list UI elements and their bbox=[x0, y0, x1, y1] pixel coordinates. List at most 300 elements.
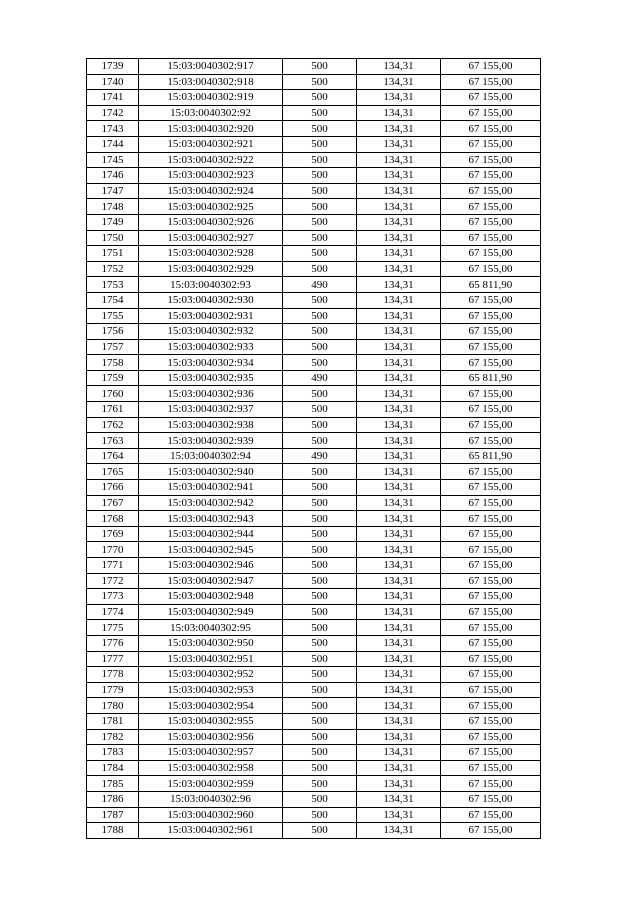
cadastral-number-cell: 15:03:0040302:929 bbox=[139, 261, 283, 277]
row-number-cell: 1772 bbox=[87, 573, 139, 589]
rate-cell: 134,31 bbox=[357, 573, 441, 589]
row-number-cell: 1740 bbox=[87, 74, 139, 90]
rate-cell: 134,31 bbox=[357, 183, 441, 199]
area-cell: 500 bbox=[283, 558, 357, 574]
cadastral-number-cell: 15:03:0040302:942 bbox=[139, 495, 283, 511]
table-row bbox=[87, 776, 541, 792]
table-row bbox=[87, 355, 541, 371]
cadastral-number-cell: 15:03:0040302:947 bbox=[139, 573, 283, 589]
area-cell: 500 bbox=[283, 339, 357, 355]
area-cell: 500 bbox=[283, 464, 357, 480]
cadastral-number-cell: 15:03:0040302:959 bbox=[139, 776, 283, 792]
table-row bbox=[87, 604, 541, 620]
table-row bbox=[87, 651, 541, 667]
cadastral-number-cell: 15:03:0040302:939 bbox=[139, 433, 283, 449]
table-row bbox=[87, 745, 541, 761]
rate-cell: 134,31 bbox=[357, 386, 441, 402]
area-cell: 500 bbox=[283, 308, 357, 324]
row-number-cell: 1758 bbox=[87, 355, 139, 371]
area-cell: 500 bbox=[283, 402, 357, 418]
value-cell: 67 155,00 bbox=[441, 729, 541, 745]
cadastral-number-cell: 15:03:0040302:922 bbox=[139, 152, 283, 168]
rate-cell: 134,31 bbox=[357, 105, 441, 121]
rate-cell: 134,31 bbox=[357, 698, 441, 714]
row-number-cell: 1784 bbox=[87, 760, 139, 776]
value-cell: 67 155,00 bbox=[441, 199, 541, 215]
row-number-cell: 1783 bbox=[87, 745, 139, 761]
row-number-cell: 1754 bbox=[87, 292, 139, 308]
area-cell: 500 bbox=[283, 480, 357, 496]
rate-cell: 134,31 bbox=[357, 682, 441, 698]
cadastral-number-cell: 15:03:0040302:954 bbox=[139, 698, 283, 714]
cadastral-number-cell: 15:03:0040302:926 bbox=[139, 214, 283, 230]
cadastral-number-cell: 15:03:0040302:96 bbox=[139, 791, 283, 807]
rate-cell: 134,31 bbox=[357, 635, 441, 651]
area-cell: 490 bbox=[283, 448, 357, 464]
area-cell: 500 bbox=[283, 90, 357, 106]
cadastral-number-cell: 15:03:0040302:937 bbox=[139, 402, 283, 418]
value-cell: 67 155,00 bbox=[441, 745, 541, 761]
table-row bbox=[87, 308, 541, 324]
rate-cell: 134,31 bbox=[357, 542, 441, 558]
area-cell: 500 bbox=[283, 386, 357, 402]
value-cell: 67 155,00 bbox=[441, 791, 541, 807]
cadastral-number-cell: 15:03:0040302:946 bbox=[139, 558, 283, 574]
area-cell: 500 bbox=[283, 745, 357, 761]
rate-cell: 134,31 bbox=[357, 152, 441, 168]
value-cell: 67 155,00 bbox=[441, 495, 541, 511]
table-row bbox=[87, 448, 541, 464]
table-row bbox=[87, 558, 541, 574]
row-number-cell: 1765 bbox=[87, 464, 139, 480]
table-row bbox=[87, 760, 541, 776]
area-cell: 500 bbox=[283, 355, 357, 371]
table-row bbox=[87, 152, 541, 168]
area-cell: 500 bbox=[283, 183, 357, 199]
rate-cell: 134,31 bbox=[357, 292, 441, 308]
value-cell: 67 155,00 bbox=[441, 214, 541, 230]
table-row bbox=[87, 370, 541, 386]
value-cell: 67 155,00 bbox=[441, 713, 541, 729]
rate-cell: 134,31 bbox=[357, 433, 441, 449]
area-cell: 490 bbox=[283, 277, 357, 293]
table-row bbox=[87, 589, 541, 605]
area-cell: 500 bbox=[283, 433, 357, 449]
cadastral-number-cell: 15:03:0040302:944 bbox=[139, 526, 283, 542]
table-row bbox=[87, 667, 541, 683]
value-cell: 67 155,00 bbox=[441, 230, 541, 246]
row-number-cell: 1751 bbox=[87, 246, 139, 262]
table-row bbox=[87, 246, 541, 262]
rate-cell: 134,31 bbox=[357, 339, 441, 355]
row-number-cell: 1782 bbox=[87, 729, 139, 745]
cadastral-number-cell: 15:03:0040302:935 bbox=[139, 370, 283, 386]
row-number-cell: 1756 bbox=[87, 324, 139, 340]
area-cell: 500 bbox=[283, 791, 357, 807]
table-row bbox=[87, 807, 541, 823]
rate-cell: 134,31 bbox=[357, 370, 441, 386]
table-row bbox=[87, 90, 541, 106]
cadastral-number-cell: 15:03:0040302:950 bbox=[139, 635, 283, 651]
table-row bbox=[87, 682, 541, 698]
value-cell: 67 155,00 bbox=[441, 698, 541, 714]
row-number-cell: 1780 bbox=[87, 698, 139, 714]
rate-cell: 134,31 bbox=[357, 121, 441, 137]
table-row bbox=[87, 495, 541, 511]
row-number-cell: 1742 bbox=[87, 105, 139, 121]
area-cell: 500 bbox=[283, 729, 357, 745]
rate-cell: 134,31 bbox=[357, 168, 441, 184]
row-number-cell: 1774 bbox=[87, 604, 139, 620]
table-row bbox=[87, 526, 541, 542]
cadastral-number-cell: 15:03:0040302:951 bbox=[139, 651, 283, 667]
value-cell: 67 155,00 bbox=[441, 760, 541, 776]
cadastral-number-cell: 15:03:0040302:948 bbox=[139, 589, 283, 605]
value-cell: 67 155,00 bbox=[441, 136, 541, 152]
table-row bbox=[87, 324, 541, 340]
area-cell: 500 bbox=[283, 651, 357, 667]
value-cell: 67 155,00 bbox=[441, 402, 541, 418]
area-cell: 500 bbox=[283, 136, 357, 152]
cadastral-number-cell: 15:03:0040302:949 bbox=[139, 604, 283, 620]
area-cell: 500 bbox=[283, 511, 357, 527]
table-row bbox=[87, 277, 541, 293]
value-cell: 67 155,00 bbox=[441, 433, 541, 449]
value-cell: 67 155,00 bbox=[441, 667, 541, 683]
rate-cell: 134,31 bbox=[357, 355, 441, 371]
value-cell: 67 155,00 bbox=[441, 526, 541, 542]
rate-cell: 134,31 bbox=[357, 90, 441, 106]
rate-cell: 134,31 bbox=[357, 823, 441, 839]
table-row bbox=[87, 713, 541, 729]
rate-cell: 134,31 bbox=[357, 495, 441, 511]
cadastral-number-cell: 15:03:0040302:945 bbox=[139, 542, 283, 558]
area-cell: 500 bbox=[283, 698, 357, 714]
value-cell: 67 155,00 bbox=[441, 480, 541, 496]
cadastral-number-cell: 15:03:0040302:940 bbox=[139, 464, 283, 480]
rate-cell: 134,31 bbox=[357, 760, 441, 776]
rate-cell: 134,31 bbox=[357, 402, 441, 418]
table-body bbox=[87, 59, 541, 839]
area-cell: 500 bbox=[283, 823, 357, 839]
table-row bbox=[87, 230, 541, 246]
row-number-cell: 1759 bbox=[87, 370, 139, 386]
table-row bbox=[87, 74, 541, 90]
rate-cell: 134,31 bbox=[357, 59, 441, 75]
row-number-cell: 1770 bbox=[87, 542, 139, 558]
area-cell: 500 bbox=[283, 776, 357, 792]
row-number-cell: 1752 bbox=[87, 261, 139, 277]
value-cell: 67 155,00 bbox=[441, 90, 541, 106]
table-row bbox=[87, 261, 541, 277]
rate-cell: 134,31 bbox=[357, 480, 441, 496]
cadastral-number-cell: 15:03:0040302:923 bbox=[139, 168, 283, 184]
table-row bbox=[87, 292, 541, 308]
row-number-cell: 1747 bbox=[87, 183, 139, 199]
area-cell: 500 bbox=[283, 604, 357, 620]
cadastral-number-cell: 15:03:0040302:925 bbox=[139, 199, 283, 215]
row-number-cell: 1749 bbox=[87, 214, 139, 230]
value-cell: 67 155,00 bbox=[441, 589, 541, 605]
row-number-cell: 1748 bbox=[87, 199, 139, 215]
value-cell: 67 155,00 bbox=[441, 261, 541, 277]
value-cell: 67 155,00 bbox=[441, 464, 541, 480]
value-cell: 67 155,00 bbox=[441, 292, 541, 308]
table-row bbox=[87, 433, 541, 449]
value-cell: 67 155,00 bbox=[441, 74, 541, 90]
table-row bbox=[87, 729, 541, 745]
table-row bbox=[87, 214, 541, 230]
cadastral-number-cell: 15:03:0040302:94 bbox=[139, 448, 283, 464]
row-number-cell: 1739 bbox=[87, 59, 139, 75]
area-cell: 500 bbox=[283, 620, 357, 636]
rate-cell: 134,31 bbox=[357, 791, 441, 807]
table-row bbox=[87, 791, 541, 807]
rate-cell: 134,31 bbox=[357, 667, 441, 683]
value-cell: 67 155,00 bbox=[441, 121, 541, 137]
table-row bbox=[87, 136, 541, 152]
value-cell: 67 155,00 bbox=[441, 620, 541, 636]
row-number-cell: 1762 bbox=[87, 417, 139, 433]
cadastral-number-cell: 15:03:0040302:927 bbox=[139, 230, 283, 246]
cadastral-number-cell: 15:03:0040302:918 bbox=[139, 74, 283, 90]
table-row bbox=[87, 386, 541, 402]
cadastral-number-cell: 15:03:0040302:961 bbox=[139, 823, 283, 839]
cadastral-number-cell: 15:03:0040302:941 bbox=[139, 480, 283, 496]
row-number-cell: 1777 bbox=[87, 651, 139, 667]
value-cell: 67 155,00 bbox=[441, 417, 541, 433]
cadastral-number-cell: 15:03:0040302:921 bbox=[139, 136, 283, 152]
area-cell: 500 bbox=[283, 667, 357, 683]
row-number-cell: 1763 bbox=[87, 433, 139, 449]
area-cell: 500 bbox=[283, 261, 357, 277]
rate-cell: 134,31 bbox=[357, 448, 441, 464]
cadastral-number-cell: 15:03:0040302:953 bbox=[139, 682, 283, 698]
value-cell: 65 811,90 bbox=[441, 277, 541, 293]
area-cell: 500 bbox=[283, 713, 357, 729]
area-cell: 500 bbox=[283, 214, 357, 230]
value-cell: 67 155,00 bbox=[441, 823, 541, 839]
rate-cell: 134,31 bbox=[357, 807, 441, 823]
value-cell: 67 155,00 bbox=[441, 152, 541, 168]
rate-cell: 134,31 bbox=[357, 308, 441, 324]
row-number-cell: 1745 bbox=[87, 152, 139, 168]
area-cell: 500 bbox=[283, 573, 357, 589]
table-row bbox=[87, 199, 541, 215]
row-number-cell: 1744 bbox=[87, 136, 139, 152]
value-cell: 67 155,00 bbox=[441, 183, 541, 199]
table-row bbox=[87, 698, 541, 714]
row-number-cell: 1781 bbox=[87, 713, 139, 729]
row-number-cell: 1757 bbox=[87, 339, 139, 355]
row-number-cell: 1775 bbox=[87, 620, 139, 636]
rate-cell: 134,31 bbox=[357, 651, 441, 667]
cadastral-number-cell: 15:03:0040302:919 bbox=[139, 90, 283, 106]
cadastral-number-cell: 15:03:0040302:958 bbox=[139, 760, 283, 776]
value-cell: 67 155,00 bbox=[441, 651, 541, 667]
area-cell: 500 bbox=[283, 168, 357, 184]
row-number-cell: 1753 bbox=[87, 277, 139, 293]
cadastral-number-cell: 15:03:0040302:933 bbox=[139, 339, 283, 355]
value-cell: 67 155,00 bbox=[441, 776, 541, 792]
area-cell: 500 bbox=[283, 105, 357, 121]
rate-cell: 134,31 bbox=[357, 74, 441, 90]
cadastral-number-cell: 15:03:0040302:917 bbox=[139, 59, 283, 75]
value-cell: 67 155,00 bbox=[441, 542, 541, 558]
rate-cell: 134,31 bbox=[357, 246, 441, 262]
cadastral-number-cell: 15:03:0040302:931 bbox=[139, 308, 283, 324]
area-cell: 500 bbox=[283, 121, 357, 137]
cadastral-number-cell: 15:03:0040302:924 bbox=[139, 183, 283, 199]
value-cell: 67 155,00 bbox=[441, 105, 541, 121]
table-row bbox=[87, 620, 541, 636]
cadastral-number-cell: 15:03:0040302:956 bbox=[139, 729, 283, 745]
table-row bbox=[87, 635, 541, 651]
cadastral-number-cell: 15:03:0040302:928 bbox=[139, 246, 283, 262]
row-number-cell: 1771 bbox=[87, 558, 139, 574]
value-cell: 67 155,00 bbox=[441, 807, 541, 823]
value-cell: 67 155,00 bbox=[441, 558, 541, 574]
value-cell: 67 155,00 bbox=[441, 573, 541, 589]
value-cell: 67 155,00 bbox=[441, 246, 541, 262]
area-cell: 500 bbox=[283, 59, 357, 75]
area-cell: 500 bbox=[283, 807, 357, 823]
value-cell: 67 155,00 bbox=[441, 635, 541, 651]
row-number-cell: 1786 bbox=[87, 791, 139, 807]
row-number-cell: 1761 bbox=[87, 402, 139, 418]
cadastral-number-cell: 15:03:0040302:938 bbox=[139, 417, 283, 433]
rate-cell: 134,31 bbox=[357, 589, 441, 605]
row-number-cell: 1788 bbox=[87, 823, 139, 839]
value-cell: 67 155,00 bbox=[441, 339, 541, 355]
table-row bbox=[87, 573, 541, 589]
table-row bbox=[87, 417, 541, 433]
cadastral-number-cell: 15:03:0040302:92 bbox=[139, 105, 283, 121]
row-number-cell: 1743 bbox=[87, 121, 139, 137]
rate-cell: 134,31 bbox=[357, 464, 441, 480]
value-cell: 67 155,00 bbox=[441, 604, 541, 620]
row-number-cell: 1764 bbox=[87, 448, 139, 464]
row-number-cell: 1767 bbox=[87, 495, 139, 511]
rate-cell: 134,31 bbox=[357, 558, 441, 574]
row-number-cell: 1741 bbox=[87, 90, 139, 106]
cadastral-number-cell: 15:03:0040302:932 bbox=[139, 324, 283, 340]
cadastral-number-cell: 15:03:0040302:930 bbox=[139, 292, 283, 308]
area-cell: 500 bbox=[283, 542, 357, 558]
value-cell: 67 155,00 bbox=[441, 355, 541, 371]
value-cell: 67 155,00 bbox=[441, 59, 541, 75]
table-row bbox=[87, 464, 541, 480]
row-number-cell: 1787 bbox=[87, 807, 139, 823]
rate-cell: 134,31 bbox=[357, 776, 441, 792]
rate-cell: 134,31 bbox=[357, 511, 441, 527]
cadastral-number-cell: 15:03:0040302:957 bbox=[139, 745, 283, 761]
value-cell: 67 155,00 bbox=[441, 168, 541, 184]
rate-cell: 134,31 bbox=[357, 713, 441, 729]
area-cell: 500 bbox=[283, 635, 357, 651]
area-cell: 500 bbox=[283, 152, 357, 168]
area-cell: 500 bbox=[283, 246, 357, 262]
area-cell: 500 bbox=[283, 760, 357, 776]
area-cell: 500 bbox=[283, 199, 357, 215]
cadastral-number-cell: 15:03:0040302:920 bbox=[139, 121, 283, 137]
table-row bbox=[87, 542, 541, 558]
value-cell: 65 811,90 bbox=[441, 370, 541, 386]
row-number-cell: 1769 bbox=[87, 526, 139, 542]
rate-cell: 134,31 bbox=[357, 620, 441, 636]
area-cell: 500 bbox=[283, 526, 357, 542]
cadastral-number-cell: 15:03:0040302:936 bbox=[139, 386, 283, 402]
row-number-cell: 1755 bbox=[87, 308, 139, 324]
area-cell: 500 bbox=[283, 682, 357, 698]
area-cell: 500 bbox=[283, 324, 357, 340]
value-cell: 67 155,00 bbox=[441, 682, 541, 698]
table-row bbox=[87, 59, 541, 75]
row-number-cell: 1766 bbox=[87, 480, 139, 496]
row-number-cell: 1779 bbox=[87, 682, 139, 698]
table-row bbox=[87, 121, 541, 137]
area-cell: 490 bbox=[283, 370, 357, 386]
value-cell: 67 155,00 bbox=[441, 386, 541, 402]
row-number-cell: 1760 bbox=[87, 386, 139, 402]
area-cell: 500 bbox=[283, 495, 357, 511]
cadastral-number-cell: 15:03:0040302:955 bbox=[139, 713, 283, 729]
table-row bbox=[87, 823, 541, 839]
area-cell: 500 bbox=[283, 74, 357, 90]
rate-cell: 134,31 bbox=[357, 745, 441, 761]
table-row bbox=[87, 339, 541, 355]
area-cell: 500 bbox=[283, 292, 357, 308]
area-cell: 500 bbox=[283, 230, 357, 246]
rate-cell: 134,31 bbox=[357, 261, 441, 277]
cadastral-number-cell: 15:03:0040302:952 bbox=[139, 667, 283, 683]
rate-cell: 134,31 bbox=[357, 199, 441, 215]
row-number-cell: 1776 bbox=[87, 635, 139, 651]
value-cell: 67 155,00 bbox=[441, 324, 541, 340]
rate-cell: 134,31 bbox=[357, 604, 441, 620]
rate-cell: 134,31 bbox=[357, 417, 441, 433]
row-number-cell: 1773 bbox=[87, 589, 139, 605]
value-cell: 67 155,00 bbox=[441, 511, 541, 527]
row-number-cell: 1778 bbox=[87, 667, 139, 683]
row-number-cell: 1768 bbox=[87, 511, 139, 527]
row-number-cell: 1785 bbox=[87, 776, 139, 792]
parcel-table bbox=[86, 58, 541, 839]
table-row bbox=[87, 402, 541, 418]
rate-cell: 134,31 bbox=[357, 324, 441, 340]
cadastral-number-cell: 15:03:0040302:93 bbox=[139, 277, 283, 293]
rate-cell: 134,31 bbox=[357, 136, 441, 152]
cadastral-number-cell: 15:03:0040302:934 bbox=[139, 355, 283, 371]
table-row bbox=[87, 168, 541, 184]
cadastral-number-cell: 15:03:0040302:943 bbox=[139, 511, 283, 527]
cadastral-number-cell: 15:03:0040302:95 bbox=[139, 620, 283, 636]
table-row bbox=[87, 480, 541, 496]
rate-cell: 134,31 bbox=[357, 526, 441, 542]
rate-cell: 134,31 bbox=[357, 277, 441, 293]
table-row bbox=[87, 511, 541, 527]
row-number-cell: 1746 bbox=[87, 168, 139, 184]
row-number-cell: 1750 bbox=[87, 230, 139, 246]
table-row bbox=[87, 105, 541, 121]
value-cell: 67 155,00 bbox=[441, 308, 541, 324]
cadastral-number-cell: 15:03:0040302:960 bbox=[139, 807, 283, 823]
area-cell: 500 bbox=[283, 589, 357, 605]
rate-cell: 134,31 bbox=[357, 214, 441, 230]
rate-cell: 134,31 bbox=[357, 230, 441, 246]
area-cell: 500 bbox=[283, 417, 357, 433]
table-row bbox=[87, 183, 541, 199]
